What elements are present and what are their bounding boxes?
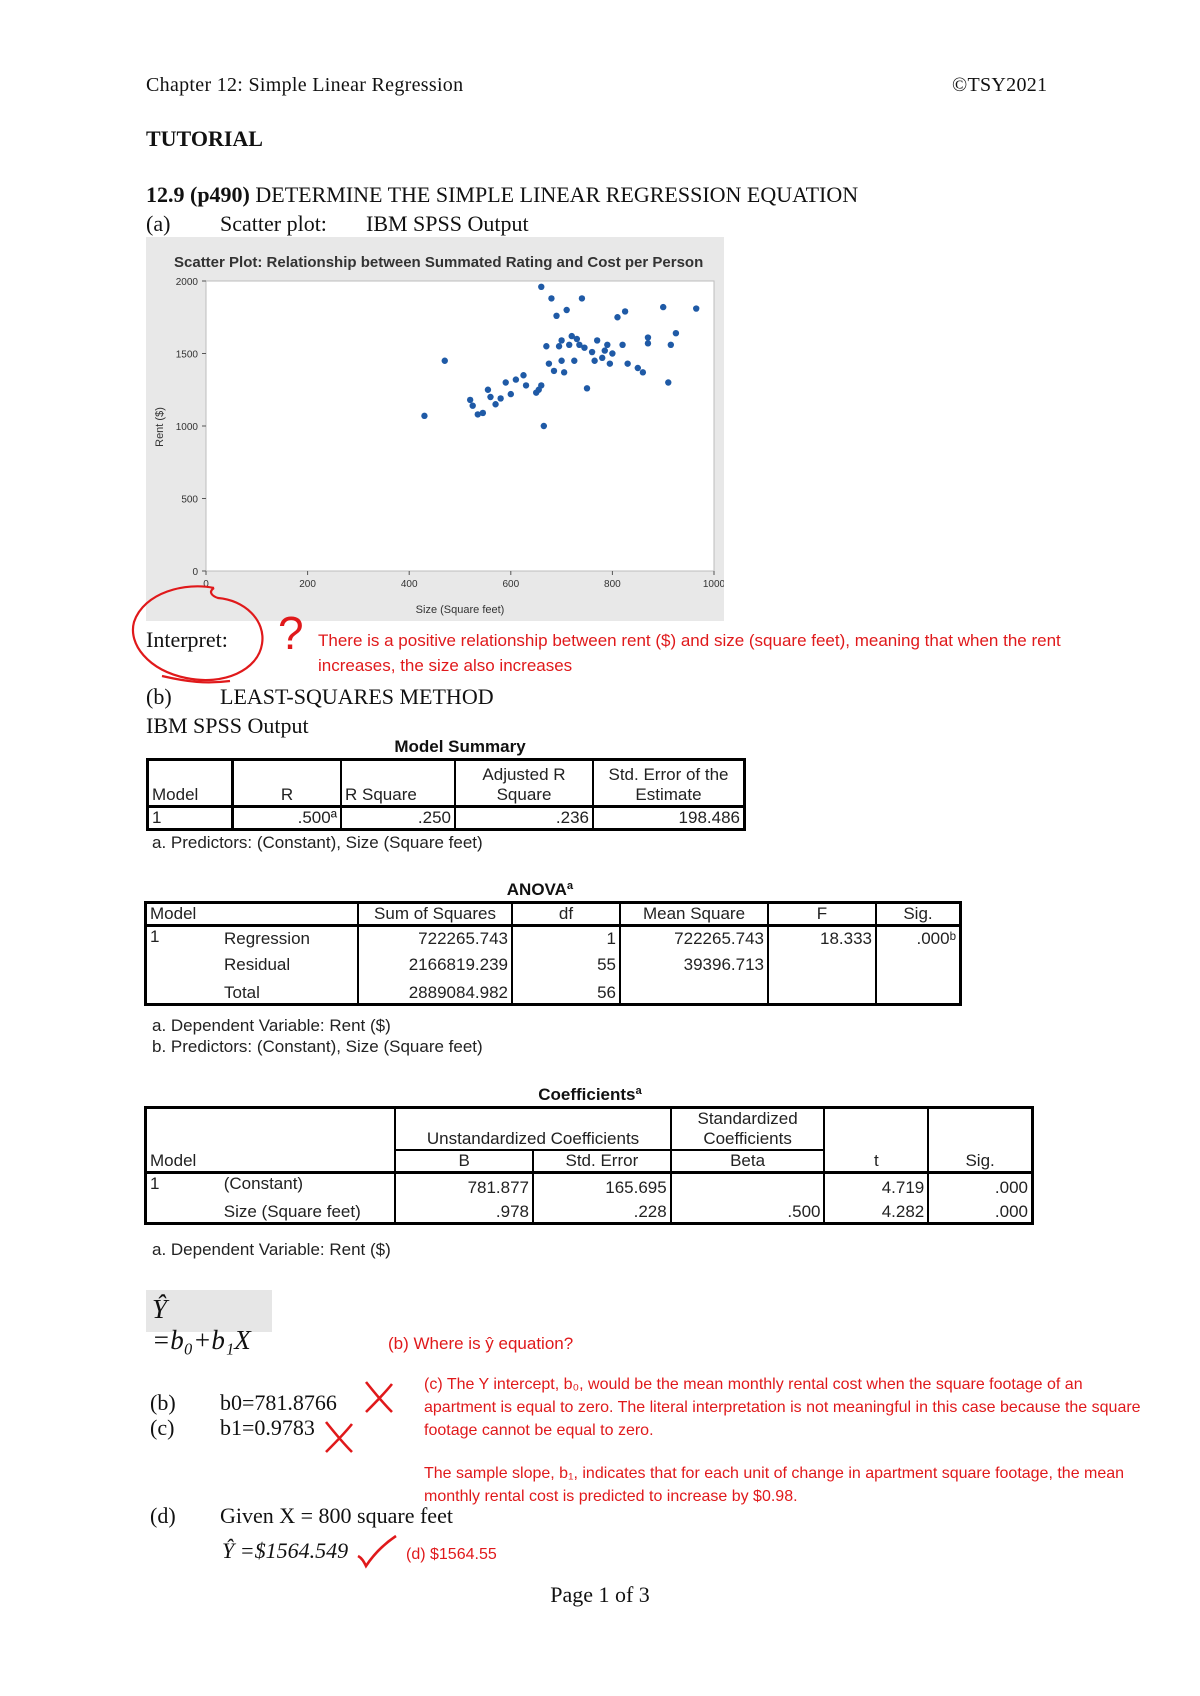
anova-row-label: Residual — [221, 949, 358, 975]
scatter-point — [563, 307, 569, 313]
part-a-text: Scatter plot: — [220, 211, 327, 236]
coef-header-unstd: Unstandardized Coefficients — [395, 1108, 670, 1151]
scatter-chart — [146, 237, 724, 621]
scatter-point — [551, 368, 557, 374]
y-tick-label: 2000 — [175, 277, 198, 288]
x-tick-label: 800 — [604, 579, 621, 590]
x-tick-label: 400 — [400, 579, 418, 590]
scatter-point — [480, 410, 486, 416]
ms-cell-model: 1 — [148, 807, 233, 830]
scatter-point — [497, 395, 503, 401]
answer-b-text: b0=781.8766 — [220, 1390, 337, 1415]
comment-c-line-2: apartment is equal to zero. The literal interpretation is not meaningful in this case because the square — [424, 1399, 1141, 1416]
problem-number: 12.9 (p490) — [146, 182, 250, 207]
scatter-point — [665, 379, 671, 385]
scatter-point — [574, 336, 580, 342]
scatter-point — [541, 423, 547, 429]
anova-cell: 2166819.239 — [358, 949, 512, 975]
ms-header-adj-line1: Adjusted R — [482, 765, 566, 784]
anova-cell: 722265.743 — [358, 926, 512, 950]
scatter-point — [660, 304, 666, 310]
y-tick-label: 500 — [181, 494, 198, 506]
regression-equation: Ŷ =b₀+b₁X — [152, 1294, 251, 1355]
y-tick-label: 1000 — [175, 422, 198, 433]
coef-cell: 781.877 — [395, 1173, 533, 1199]
answer-c-text: b1=0.9783 — [220, 1415, 315, 1440]
scatter-point — [693, 305, 699, 311]
scatter-point — [604, 342, 610, 348]
anova-cell: 39396.713 — [620, 949, 768, 975]
part-b-label: (b) — [146, 684, 172, 709]
ms-cell-std-error: 198.486 — [678, 808, 740, 827]
coef-cell: 165.695 — [533, 1173, 671, 1199]
coef-cell: .000 — [994, 1202, 1028, 1221]
x-tick-label: 1000 — [702, 579, 724, 590]
scatter-point — [543, 343, 549, 349]
y-tick-label: 1500 — [175, 349, 198, 361]
scatter-point — [589, 349, 595, 355]
part-a-source: IBM SPSS Output — [366, 211, 529, 236]
scatter-point — [538, 284, 544, 290]
scatter-point — [635, 365, 641, 371]
coef-row-label: (Constant) — [221, 1173, 396, 1199]
x-tick-label: 0 — [203, 579, 209, 590]
ms-header-se-line1: Std. Error of the — [608, 765, 729, 784]
scatter-point — [645, 334, 651, 340]
scatter-point — [645, 340, 651, 346]
coef-cell-model: 1 — [150, 1174, 160, 1193]
coef-header-beta: Beta — [671, 1150, 825, 1173]
anova-cell: 722265.743 — [620, 926, 768, 950]
coef-cell: .500 — [671, 1198, 825, 1224]
part-b-text: LEAST-SQUARES METHOD — [220, 684, 494, 709]
copyright-header: ©TSY2021 — [952, 74, 1048, 96]
scatter-point — [467, 397, 473, 403]
scatter-point — [619, 342, 625, 348]
ms-header-se-line2: Estimate — [635, 785, 702, 804]
coefficients-footnote: a. Dependent Variable: Rent ($) — [152, 1240, 391, 1259]
scatter-point — [614, 314, 620, 320]
scatter-point — [520, 372, 526, 378]
comment-c-line-1: (c) The Y intercept, b₀, would be the mean monthly rental cost when the square footage of an — [424, 1376, 1083, 1393]
scatter-point — [591, 358, 597, 364]
anova-header-ss: Sum of Squares — [358, 903, 512, 926]
scatter-point — [579, 295, 585, 301]
scatter-point — [503, 379, 509, 385]
scatter-point — [622, 308, 628, 314]
anova-table — [144, 901, 962, 1006]
anova-header-f: F — [768, 903, 876, 926]
interpret-comment-line-2: increases, the size also increases — [318, 656, 573, 675]
scatter-point — [571, 358, 577, 364]
red-x-mark-c — [322, 1418, 356, 1456]
scatter-point — [538, 382, 544, 388]
coef-cell: .000 — [994, 1178, 1028, 1197]
ms-header-model: Model — [148, 760, 233, 807]
ms-header-r: R — [233, 760, 342, 807]
scatter-point — [442, 358, 448, 364]
comment-slope-line-1: The sample slope, b₁, indicates that for each unit of change in apartment square footage, the mean — [424, 1465, 1125, 1482]
x-tick-label: 200 — [299, 579, 316, 590]
scatter-point — [594, 337, 600, 343]
scatter-point — [640, 369, 646, 375]
coef-cell: .978 — [395, 1198, 533, 1224]
anova-cell — [876, 949, 961, 975]
coef-header-sig: Sig. — [965, 1151, 995, 1170]
scatter-point — [599, 355, 605, 361]
coef-header-b: B — [395, 1150, 533, 1173]
coefficients-title: Coefficientsª — [538, 1085, 642, 1104]
scatter-point — [485, 387, 491, 393]
scatter-point — [624, 360, 630, 366]
ms-header-std-error — [593, 760, 745, 807]
coef-cell — [671, 1173, 825, 1199]
scatter-point — [421, 413, 427, 419]
scatter-point — [513, 376, 519, 382]
scatter-point — [556, 343, 562, 349]
answer-c-label: (c) — [150, 1415, 175, 1440]
ms-header-r-square: R Square — [341, 760, 455, 807]
red-x-mark-b — [362, 1378, 396, 1416]
scatter-point — [487, 394, 493, 400]
comment-d: (d) $1564.55 — [406, 1546, 497, 1563]
comment-slope-line-2: monthly rental cost is predicted to increase by $0.98. — [424, 1488, 798, 1505]
anova-header-model: Model — [146, 903, 359, 926]
model-summary-footnote: a. Predictors: (Constant), Size (Square feet) — [152, 833, 483, 852]
problem-title: DETERMINE THE SIMPLE LINEAR REGRESSION EQUATION — [255, 182, 859, 207]
ms-cell-r: .500ª — [233, 807, 342, 830]
scatter-point — [558, 337, 564, 343]
scatter-point — [602, 347, 608, 353]
page-footer: Page 1 of 3 — [550, 1582, 650, 1607]
anova-cell — [876, 975, 961, 1005]
coef-header-t: t — [824, 1108, 928, 1173]
anova-footnote-a: a. Dependent Variable: Rent ($) — [152, 1016, 391, 1035]
scatter-point — [607, 360, 613, 366]
scatter-point — [508, 391, 514, 397]
scatter-point — [558, 358, 564, 364]
anova-row-label: Regression — [221, 926, 358, 950]
ms-cell-r-square: .250 — [341, 807, 455, 830]
coefficients-table — [144, 1106, 1034, 1225]
scatter-point — [546, 360, 552, 366]
anova-cell — [620, 975, 768, 1005]
coef-cell: 4.282 — [824, 1198, 928, 1224]
coef-cell: .228 — [533, 1198, 671, 1224]
x-tick-label: 600 — [502, 579, 520, 590]
coef-cell: 4.719 — [824, 1173, 928, 1199]
interpret-comment-line-1: There is a positive relationship between rent ($) and size (square feet), meaning that when the rent — [318, 631, 1061, 650]
scatter-point — [581, 345, 587, 351]
scatter-point — [523, 382, 529, 388]
answer-d-label: (d) — [150, 1503, 176, 1528]
part-a-label: (a) — [146, 211, 171, 236]
problem-heading — [146, 182, 858, 208]
anova-cell: 2889084.982 — [358, 975, 512, 1005]
scatter-point — [609, 350, 615, 356]
answer-d-result: Ŷ =$1564.549 — [222, 1538, 349, 1563]
chart-title: Scatter Plot: Relationship between Summated Rating and Cost per Person — [174, 254, 704, 271]
x-axis-label: Size (Square feet) — [415, 604, 505, 616]
interpret-label: Interpret: — [146, 627, 228, 652]
comment-c-line-3: footage cannot be equal to zero. — [424, 1422, 654, 1439]
y-axis-label: Rent ($) — [154, 407, 166, 447]
scatter-point — [561, 369, 567, 375]
equation-box — [146, 1290, 272, 1355]
ms-cell-adj-r-square: .236 — [455, 807, 593, 830]
anova-title: ANOVAª — [506, 880, 574, 899]
scatter-chart-container — [146, 237, 724, 621]
anova-header-ms: Mean Square — [620, 903, 768, 926]
coef-row-label: Size (Square feet) — [221, 1198, 396, 1224]
scatter-point — [548, 295, 554, 301]
anova-header-sig: Sig. — [903, 904, 933, 923]
scatter-point — [566, 342, 572, 348]
anova-cell: 18.333 — [768, 926, 876, 950]
anova-cell — [768, 975, 876, 1005]
model-summary-title: Model Summary — [394, 737, 526, 756]
scatter-point — [668, 342, 674, 348]
anova-header-df: df — [512, 903, 620, 926]
anova-cell: 56 — [512, 975, 620, 1005]
model-summary-table — [146, 758, 746, 831]
plot-area — [206, 281, 714, 571]
coef-header-std-line1: Standardized — [697, 1109, 798, 1128]
ms-header-adj-line2: Square — [496, 785, 552, 804]
anova-cell: 55 — [512, 949, 620, 975]
anova-cell-model: 1 — [150, 927, 160, 946]
coef-header-std-line2: Coefficients — [703, 1129, 792, 1148]
coef-header-model: Model — [146, 1108, 396, 1173]
scatter-point — [673, 330, 679, 336]
scatter-point — [492, 401, 498, 407]
y-tick-label: 0 — [192, 567, 198, 578]
coef-header-std — [671, 1108, 825, 1151]
ms-header-adj-r-square — [455, 760, 593, 807]
anova-cell: 1 — [512, 926, 620, 950]
scatter-point — [470, 403, 476, 409]
scatter-point — [553, 313, 559, 319]
answer-b-label: (b) — [150, 1390, 176, 1415]
red-check-mark-d — [354, 1532, 400, 1570]
chapter-header: Chapter 12: Simple Linear Regression — [146, 74, 464, 96]
coef-header-std-error: Std. Error — [533, 1150, 671, 1173]
answer-d-given: Given X = 800 square feet — [220, 1503, 453, 1528]
scatter-point — [584, 385, 590, 391]
anova-cell: .000ᵇ — [916, 929, 956, 948]
anova-cell — [768, 949, 876, 975]
anova-footnote-b: b. Predictors: (Constant), Size (Square feet) — [152, 1037, 483, 1056]
comment-b-where-equation: (b) Where is ŷ equation? — [388, 1334, 574, 1353]
section-title: TUTORIAL — [146, 126, 263, 151]
anova-row-label: Total — [221, 975, 358, 1005]
part-b-source: IBM SPSS Output — [146, 713, 309, 738]
question-mark-annotation: ? — [278, 607, 304, 659]
